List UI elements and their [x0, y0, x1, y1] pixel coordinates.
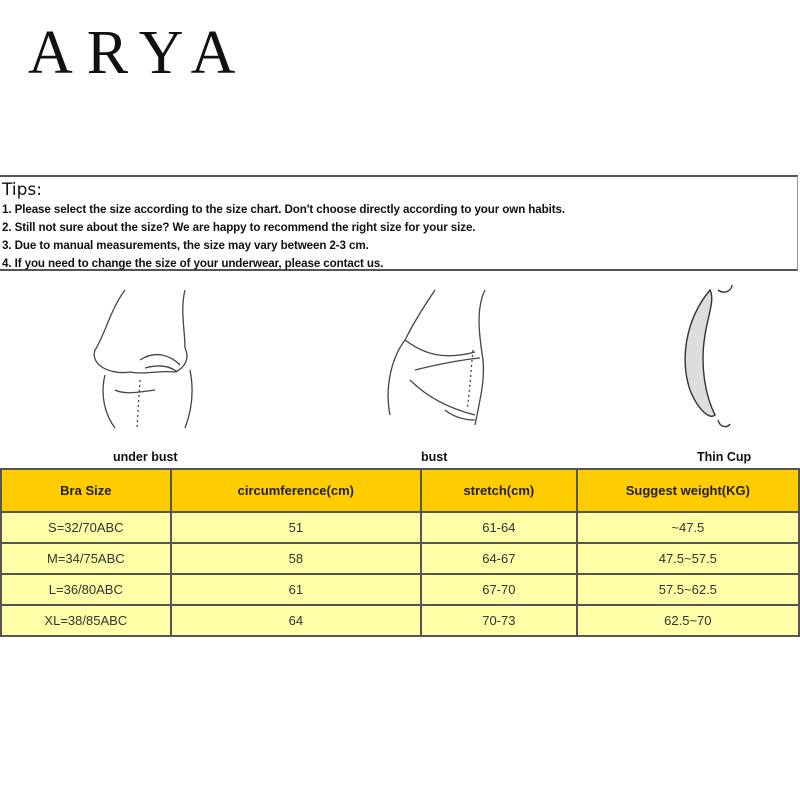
- cell-bra-size: L=36/80ABC: [1, 574, 171, 605]
- cell-weight: 47.5~57.5: [577, 543, 799, 574]
- tip-item: 4. If you need to change the size of your underwear, please contact us.: [2, 257, 384, 270]
- cell-circumference: 61: [171, 574, 421, 605]
- cell-weight: 57.5~62.5: [577, 574, 799, 605]
- table-row: [1, 574, 799, 605]
- header-circumference: circumference(cm): [171, 469, 421, 512]
- header-suggest-weight: Suggest weight(KG): [577, 469, 799, 512]
- thin-cup-label: Thin Cup: [697, 450, 752, 464]
- cell-circumference: 51: [171, 512, 421, 543]
- header-bra-size: Bra Size: [1, 469, 171, 512]
- size-chart-table: [0, 468, 800, 637]
- thin-cup-illustration-icon: [670, 280, 750, 430]
- brand-logo: ARYA: [28, 19, 250, 87]
- cell-bra-size: XL=38/85ABC: [1, 605, 171, 636]
- cell-stretch: 67-70: [421, 574, 577, 605]
- table-row: [1, 512, 799, 543]
- tip-item: 3. Due to manual measurements, the size may vary between 2-3 cm.: [2, 239, 369, 252]
- cell-stretch: 61-64: [421, 512, 577, 543]
- cell-bra-size: S=32/70ABC: [1, 512, 171, 543]
- cell-weight: 62.5~70: [577, 605, 799, 636]
- table-row: [1, 605, 799, 636]
- table-row: [1, 543, 799, 574]
- cell-stretch: 70-73: [421, 605, 577, 636]
- tip-item: 1. Please select the size according to the size chart. Don't choose directly according to your own habits.: [2, 203, 565, 216]
- table-header-row: [1, 469, 799, 512]
- cell-bra-size: M=34/75ABC: [1, 543, 171, 574]
- cell-circumference: 64: [171, 605, 421, 636]
- cell-stretch: 64-67: [421, 543, 577, 574]
- bust-label: bust: [421, 450, 448, 464]
- cell-weight: ~47.5: [577, 512, 799, 543]
- bust-measure-illustration-icon: [375, 280, 505, 430]
- under-bust-label: under bust: [113, 450, 178, 464]
- under-bust-measure-illustration-icon: [85, 280, 215, 430]
- tip-item: 2. Still not sure about the size? We are happy to recommend the right size for your size.: [2, 221, 476, 234]
- tips-box: [0, 175, 798, 271]
- header-stretch: stretch(cm): [421, 469, 577, 512]
- tips-title: Tips:: [2, 180, 42, 200]
- cell-circumference: 58: [171, 543, 421, 574]
